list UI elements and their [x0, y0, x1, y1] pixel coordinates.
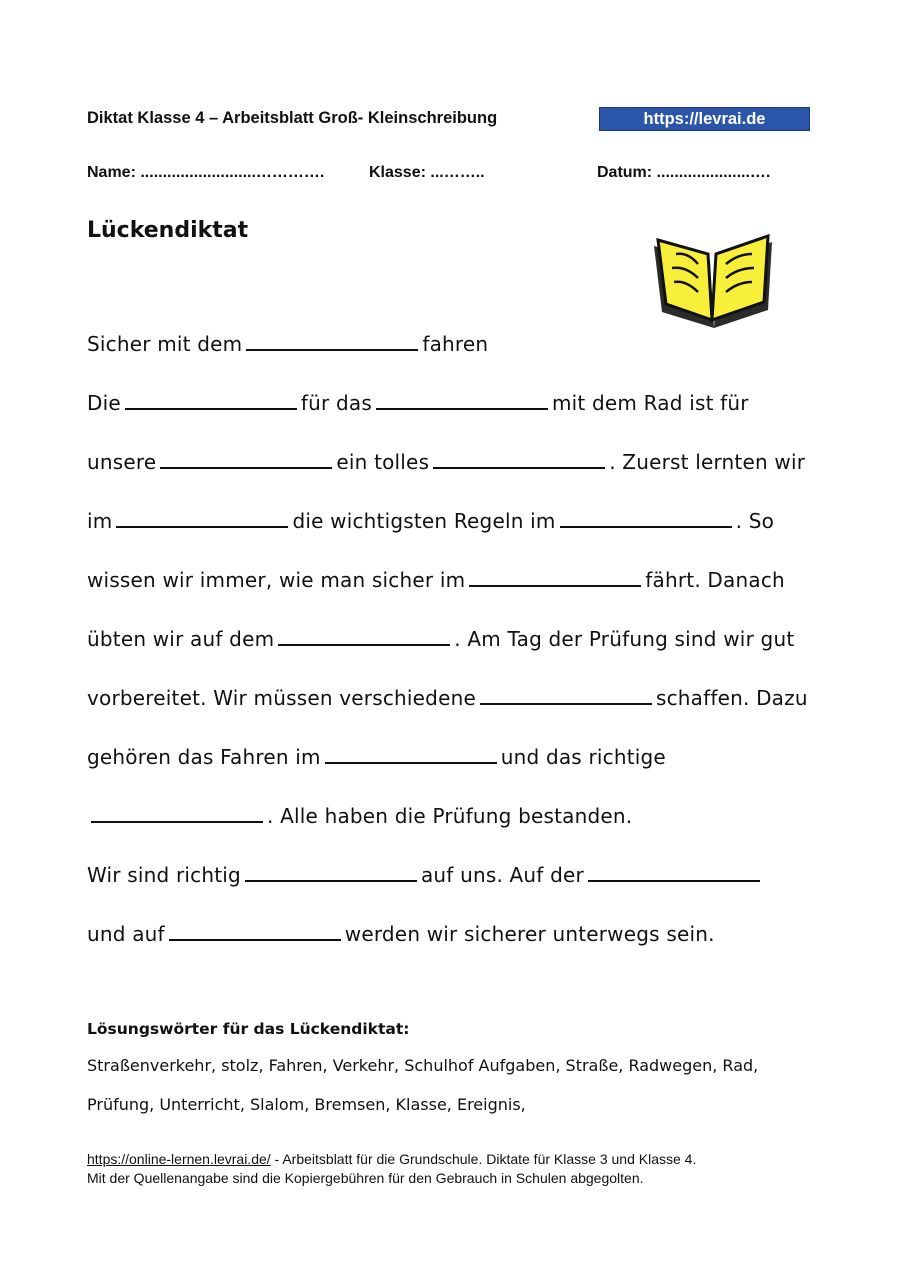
dictation-text-segment: übten wir auf dem: [87, 627, 275, 651]
dictation-line: [87, 686, 808, 710]
dictation-text-segment: auf uns. Auf der: [420, 863, 584, 887]
blank-gap[interactable]: [480, 689, 652, 705]
blank-gap[interactable]: [560, 512, 732, 528]
dictation-text-segment: gehören das Fahren im: [87, 745, 321, 769]
blank-gap[interactable]: [91, 807, 263, 823]
dictation-text-segment: fährt. Danach: [645, 568, 785, 592]
blank-gap[interactable]: [433, 453, 605, 469]
solutions-line-2: Prüfung, Unterricht, Slalom, Bremsen, Klasse, Ereignis,: [87, 1095, 526, 1114]
dictation-text-segment: und das richtige: [500, 745, 666, 769]
solutions-line-1: Straßenverkehr, stolz, Fahren, Verkehr, Schulhof Aufgaben, Straße, Radwegen, Rad,: [87, 1056, 759, 1075]
dictation-text-segment: im: [87, 509, 113, 533]
footer-text-1: - Arbeitsblatt für die Grundschule. Diktate für Klasse 3 und Klasse 4.: [270, 1151, 697, 1167]
dictation-text-segment: fahren: [422, 332, 489, 356]
blank-gap[interactable]: [278, 630, 450, 646]
blank-gap[interactable]: [245, 866, 417, 882]
dictation-line: [87, 509, 774, 533]
dictation-text-segment: die wichtigsten Regeln im: [292, 509, 556, 533]
blank-gap[interactable]: [469, 571, 641, 587]
dictation-text-segment: mit dem Rad ist für: [551, 391, 749, 415]
dictation-line: [87, 745, 666, 769]
dictation-text-segment: wissen wir immer, wie man sicher im: [87, 568, 466, 592]
dictation-text-segment: . Zuerst lernten wir: [609, 450, 806, 474]
blank-gap[interactable]: [325, 748, 497, 764]
dictation-text-segment: vorbereitet. Wir müssen verschiedene: [87, 686, 476, 710]
dictation-line: [87, 804, 632, 828]
blank-gap[interactable]: [376, 394, 548, 410]
blank-gap[interactable]: [160, 453, 332, 469]
url-badge[interactable]: https://levrai.de: [599, 107, 810, 131]
dictation-line: [87, 627, 794, 651]
dictation-text-segment: Sicher mit dem: [87, 332, 243, 356]
solutions-title: Lösungswörter für das Lückendiktat:: [87, 1020, 410, 1038]
dictation-text-segment: für das: [300, 391, 372, 415]
worksheet-title: Diktat Klasse 4 – Arbeitsblatt Groß- Kleinschreibung: [87, 109, 498, 127]
klasse-field: Klasse: ...……..: [369, 164, 485, 181]
dictation-line: [87, 863, 764, 887]
footer-line-1: [87, 1151, 696, 1167]
page-heading: Lückendiktat: [87, 218, 249, 243]
open-book-icon: [648, 224, 778, 332]
blank-gap[interactable]: [588, 866, 760, 882]
dictation-text-segment: unsere: [87, 450, 157, 474]
dictation-text-segment: . So: [735, 509, 775, 533]
footer-line-2: Mit der Quellenangabe sind die Kopiergebühren für den Gebrauch in Schulen abgegolten.: [87, 1170, 644, 1186]
dictation-text-segment: schaffen. Dazu: [655, 686, 808, 710]
dictation-text-segment: . Am Tag der Prüfung sind wir gut: [454, 627, 795, 651]
datum-field: Datum: .....................….: [597, 164, 771, 181]
footer-link[interactable]: https://online-lernen.levrai.de/: [87, 1151, 271, 1167]
blank-gap[interactable]: [125, 394, 297, 410]
blank-gap[interactable]: [246, 335, 418, 351]
dictation-line: [87, 450, 805, 474]
name-field: Name: ..........................………….: [87, 164, 325, 181]
dictation-line: [87, 391, 749, 415]
dictation-text-segment: ein tolles: [336, 450, 430, 474]
dictation-text-segment: und auf: [87, 922, 165, 946]
blank-gap[interactable]: [169, 925, 341, 941]
dictation-text-segment: Wir sind richtig: [87, 863, 241, 887]
dictation-text-segment: Die: [87, 391, 121, 415]
blank-gap[interactable]: [116, 512, 288, 528]
dictation-line: [87, 332, 488, 356]
dictation-line: [87, 922, 715, 946]
dictation-text-segment: werden wir sicherer unterwegs sein.: [344, 922, 715, 946]
dictation-text-segment: . Alle haben die Prüfung bestanden.: [267, 804, 633, 828]
dictation-line: [87, 568, 785, 592]
